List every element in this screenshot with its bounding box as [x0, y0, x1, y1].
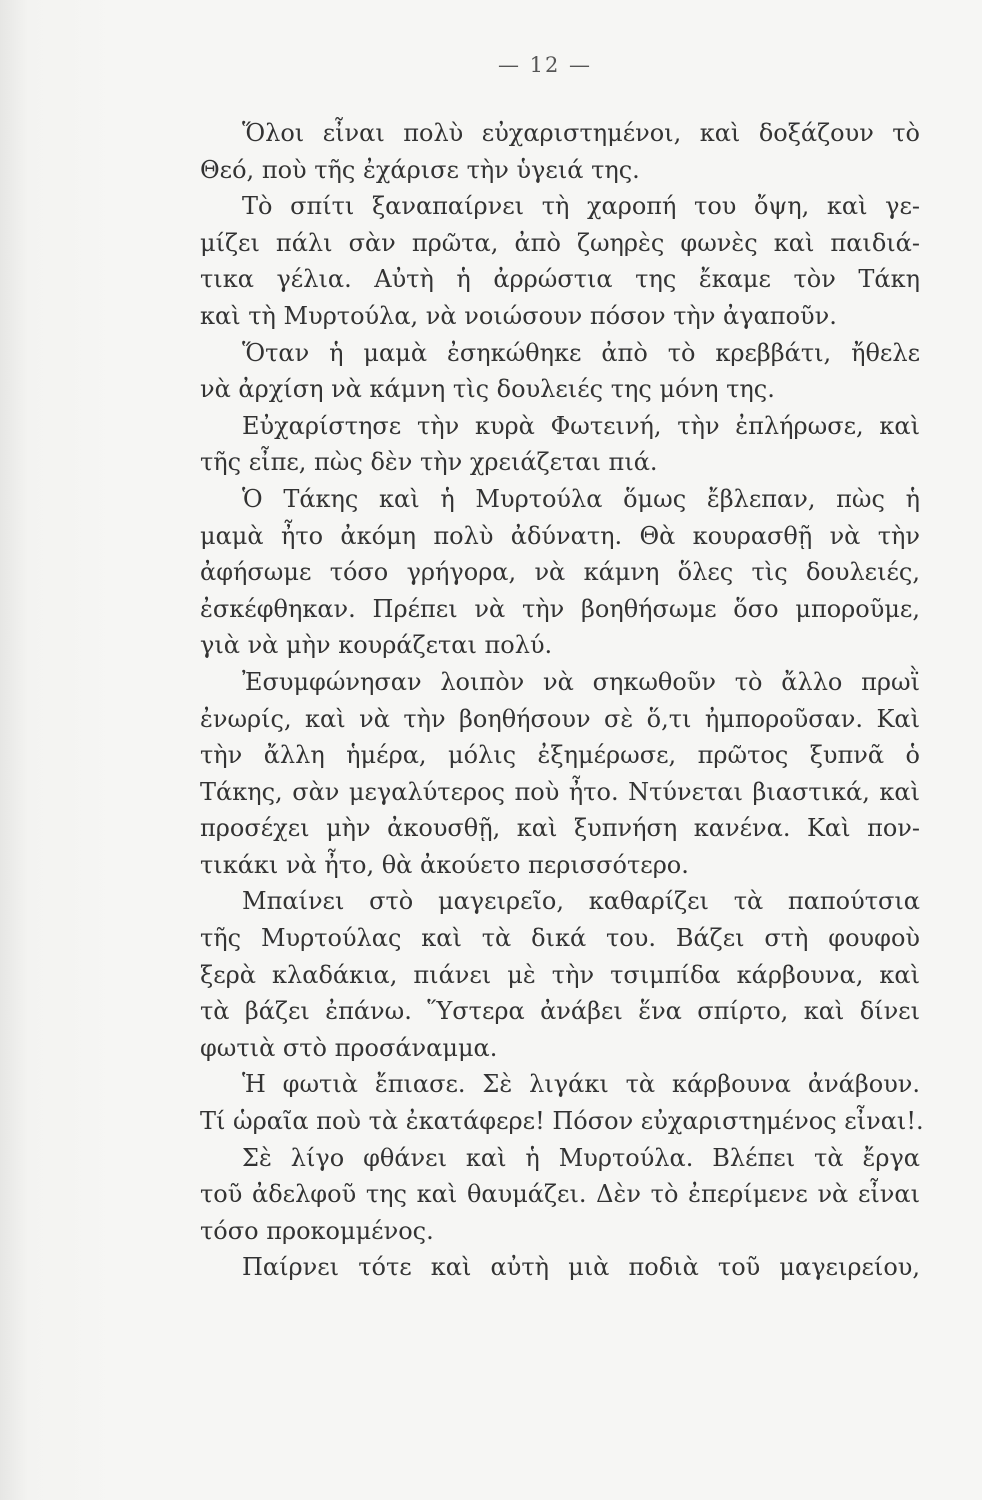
text-line: Ἡ φωτιὰ ἔπιασε. Σὲ λιγάκι τὰ κάρβουνα ἀνάβουν.	[242, 1070, 920, 1099]
text-line: Ὅλοι εἶναι πολὺ εὐχαριστημένοι, καὶ δοξάζουν τὸ	[242, 119, 920, 147]
text-line: τῆς εἶπε, πὼς δὲν τὴν χρειάζεται πιά.	[200, 448, 658, 477]
text-line: Ὁ Τάκης καὶ ἡ Μυρτούλα ὅμως ἔβλεπαν, πὼς ἡ	[242, 484, 920, 513]
body-text	[200, 115, 924, 1286]
text-line: προσέχει μὴν ἀκουσθῇ, καὶ ξυπνήση κανένα. Καὶ πον-	[200, 814, 920, 843]
text-line: τῆς Μυρτούλας καὶ τὰ δικά του. Βάζει στὴ φουφοὺ	[200, 924, 920, 953]
text-line: μίζει πάλι σὰν πρῶτα, ἀπὸ ζωηρὲς φωνὲς καὶ παιδιά-	[200, 228, 920, 257]
paragraph	[200, 335, 920, 408]
text-line: ξερὰ κλαδάκια, πιάνει μὲ τὴν τσιμπίδα κάρβουνα, καὶ	[200, 960, 920, 989]
text-line: φωτιὰ στὸ προσάναμμα.	[200, 1033, 498, 1062]
text-line: Παίρνει τότε καὶ αὐτὴ μιὰ ποδιὰ τοῦ μαγειρείου,	[242, 1253, 920, 1282]
text-line: καὶ τὴ Μυρτούλα, νὰ νοιώσουν πόσον τὴν ἀγαποῦν.	[200, 301, 837, 330]
paragraph	[200, 115, 920, 188]
text-line: τοῦ ἀδελφοῦ της καὶ θαυμάζει. Δὲν τὸ ἐπερίμενε νὰ εἶναι	[200, 1180, 920, 1209]
page-number: — 12 —	[497, 53, 593, 77]
paragraph	[200, 408, 920, 481]
paragraph	[200, 188, 920, 334]
text-line: ἀφήσωμε τόσο γρήγορα, νὰ κάμνη ὅλες τὶς δουλειές,	[200, 558, 920, 587]
text-line: ἐσκέφθηκαν. Πρέπει νὰ τὴν βοηθήσωμε ὅσο μποροῦμε,	[200, 594, 920, 623]
text-line: τὴν ἄλλη ἡμέρα, μόλις ἐξημέρωσε, πρῶτος ξυπνᾶ ὁ	[200, 741, 920, 770]
text-line: Τί ὡραῖα ποὺ τὰ ἐκατάφερε! Πόσον εὐχαριστημένος εἶναι!.	[200, 1107, 924, 1136]
paragraph	[200, 1140, 920, 1250]
text-line: μαμὰ ἦτο ἀκόμη πολὺ ἀδύνατη. Θὰ κουρασθῇ νὰ τὴν	[200, 521, 920, 550]
text-line: Μπαίνει στὸ μαγειρεῖο, καθαρίζει τὰ παπούτσια	[242, 887, 920, 916]
text-line: νὰ ἀρχίση νὰ κάμνη τὶς δουλειές της μόνη της.	[200, 375, 775, 404]
paragraph	[200, 1249, 920, 1286]
text-line: Εὐχαρίστησε τὴν κυρὰ Φωτεινή, τὴν ἐπλήρωσε, καὶ	[242, 411, 920, 440]
paragraph	[200, 1066, 924, 1139]
paragraph	[200, 883, 920, 1066]
text-line: Τὸ σπίτι ξαναπαίρνει τὴ χαροπή του ὄψη, καὶ γε-	[242, 192, 920, 221]
text-line: τόσο προκομμένος.	[200, 1216, 434, 1245]
text-line: Τάκης, σὰν μεγαλύτερος ποὺ ἦτο. Ντύνεται βιαστικά, καὶ	[200, 777, 920, 806]
text-line: Θεό, ποὺ τῆς ἐχάρισε τὴν ὑγειά της.	[200, 155, 640, 184]
text-line: ἐνωρίς, καὶ νὰ τὴν βοηθήσουν σὲ ὅ,τι ἠμποροῦσαν. Καὶ	[200, 704, 920, 733]
text-line: Ἐσυμφώνησαν λοιπὸν νὰ σηκωθοῦν τὸ ἄλλο πρωῒ	[242, 667, 920, 696]
text-line: τὰ βάζει ἐπάνω. Ὕστερα ἀνάβει ἕνα σπίρτο, καὶ δίνει	[200, 997, 920, 1026]
text-line: γιὰ νὰ μὴν κουράζεται πολύ.	[200, 631, 553, 660]
paragraph	[200, 481, 920, 664]
text-line: Σὲ λίγο φθάνει καὶ ἡ Μυρτούλα. Βλέπει τὰ ἔργα	[242, 1143, 920, 1172]
text-line: Ὅταν ἡ μαμὰ ἐσηκώθηκε ἀπὸ τὸ κρεββάτι, ἤθελε	[242, 338, 920, 367]
paragraph	[200, 664, 920, 884]
text-line: τικα γέλια. Αὐτὴ ἡ ἀρρώστια της ἔκαμε τὸν Τάκη	[200, 265, 920, 294]
text-line: τικάκι νὰ ἦτο, θὰ ἀκούετο περισσότερο.	[200, 850, 689, 879]
